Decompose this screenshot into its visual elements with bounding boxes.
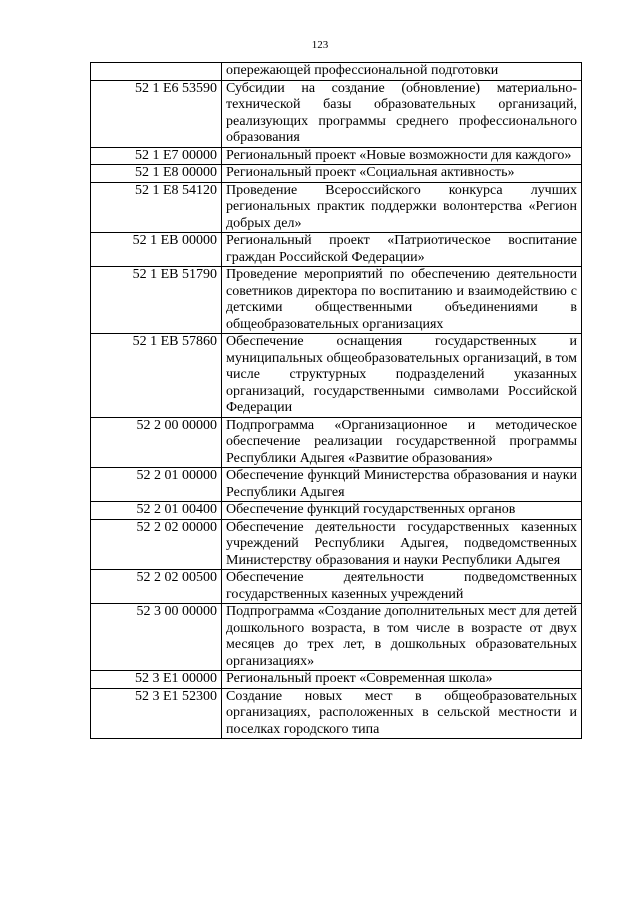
classification-code-cell: 52 1 E6 53590 <box>91 80 222 147</box>
table-row <box>91 182 582 233</box>
classification-code-cell: 52 2 01 00400 <box>91 502 222 520</box>
item-name-cell: Обеспечение деятельности государственных казенных учреждений Республики Адыгея, подведомственных Министерству образования и науки Республики Адыгея <box>222 519 582 570</box>
item-name-cell: Обеспечение функций государственных органов <box>222 502 582 520</box>
table-row <box>91 80 582 147</box>
page-number: 123 <box>311 39 329 51</box>
table-row <box>91 519 582 570</box>
table-row <box>91 688 582 739</box>
item-name-cell: Субсидии на создание (обновление) материально-технической базы образовательных организаций, реализующих программы среднего профессионального образования <box>222 80 582 147</box>
item-name-cell: Региональный проект «Новые возможности для каждого» <box>222 147 582 165</box>
table-row <box>91 570 582 604</box>
item-name-cell: Обеспечение деятельности подведомственных государственных казенных учреждений <box>222 570 582 604</box>
table-row <box>91 233 582 267</box>
classification-code-cell: 52 3 E1 52300 <box>91 688 222 739</box>
item-name-cell: Региональный проект «Патриотическое воспитание граждан Российской Федерации» <box>222 233 582 267</box>
classification-code-cell: 52 1 EB 00000 <box>91 233 222 267</box>
classification-code-cell: 52 1 EB 57860 <box>91 334 222 418</box>
table-row <box>91 334 582 418</box>
budget-classification-table <box>90 62 582 739</box>
table-row <box>91 671 582 689</box>
table-row <box>91 417 582 468</box>
table-row <box>91 165 582 183</box>
item-name-cell: Создание новых мест в общеобразовательных организациях, расположенных в сельской местности и поселках городского типа <box>222 688 582 739</box>
table-row <box>91 63 582 81</box>
classification-code-cell: 52 1 E8 54120 <box>91 182 222 233</box>
classification-code-cell: 52 1 E7 00000 <box>91 147 222 165</box>
classification-code-cell: 52 3 E1 00000 <box>91 671 222 689</box>
item-name-cell: Проведение мероприятий по обеспечению деятельности советников директора по воспитанию и взаимодействию с детскими общественными объединениями в общеобразовательных организациях <box>222 267 582 334</box>
table-row <box>91 147 582 165</box>
item-name-cell: Региональный проект «Современная школа» <box>222 671 582 689</box>
classification-code-cell: 52 2 01 00000 <box>91 468 222 502</box>
classification-code-cell <box>91 63 222 81</box>
classification-code-cell: 52 2 02 00000 <box>91 519 222 570</box>
item-name-cell: Подпрограмма «Организационное и методическое обеспечение реализации государственной программы Республики Адыгея «Развитие образования» <box>222 417 582 468</box>
table-row <box>91 267 582 334</box>
classification-code-cell: 52 1 E8 00000 <box>91 165 222 183</box>
item-name-cell: Подпрограмма «Создание дополнительных мест для детей дошкольного возраста, в том числе в возрасте от двух месяцев до трех лет, в дошкольных образовательных организациях» <box>222 604 582 671</box>
classification-code-cell: 52 2 02 00500 <box>91 570 222 604</box>
classification-code-cell: 52 2 00 00000 <box>91 417 222 468</box>
table-row <box>91 502 582 520</box>
table-row <box>91 604 582 671</box>
item-name-cell: опережающей профессиональной подготовки <box>222 63 582 81</box>
table-body <box>91 63 582 739</box>
item-name-cell: Региональный проект «Социальная активность» <box>222 165 582 183</box>
classification-code-cell: 52 1 EB 51790 <box>91 267 222 334</box>
item-name-cell: Обеспечение функций Министерства образования и науки Республики Адыгея <box>222 468 582 502</box>
item-name-cell: Проведение Всероссийского конкурса лучших региональных практик поддержки волонтерства «Регион добрых дел» <box>222 182 582 233</box>
table-row <box>91 468 582 502</box>
classification-code-cell: 52 3 00 00000 <box>91 604 222 671</box>
item-name-cell: Обеспечение оснащения государственных и муниципальных общеобразовательных организаций, в том числе структурных подразделений указанных организаций, государственными символами Российской Федерации <box>222 334 582 418</box>
